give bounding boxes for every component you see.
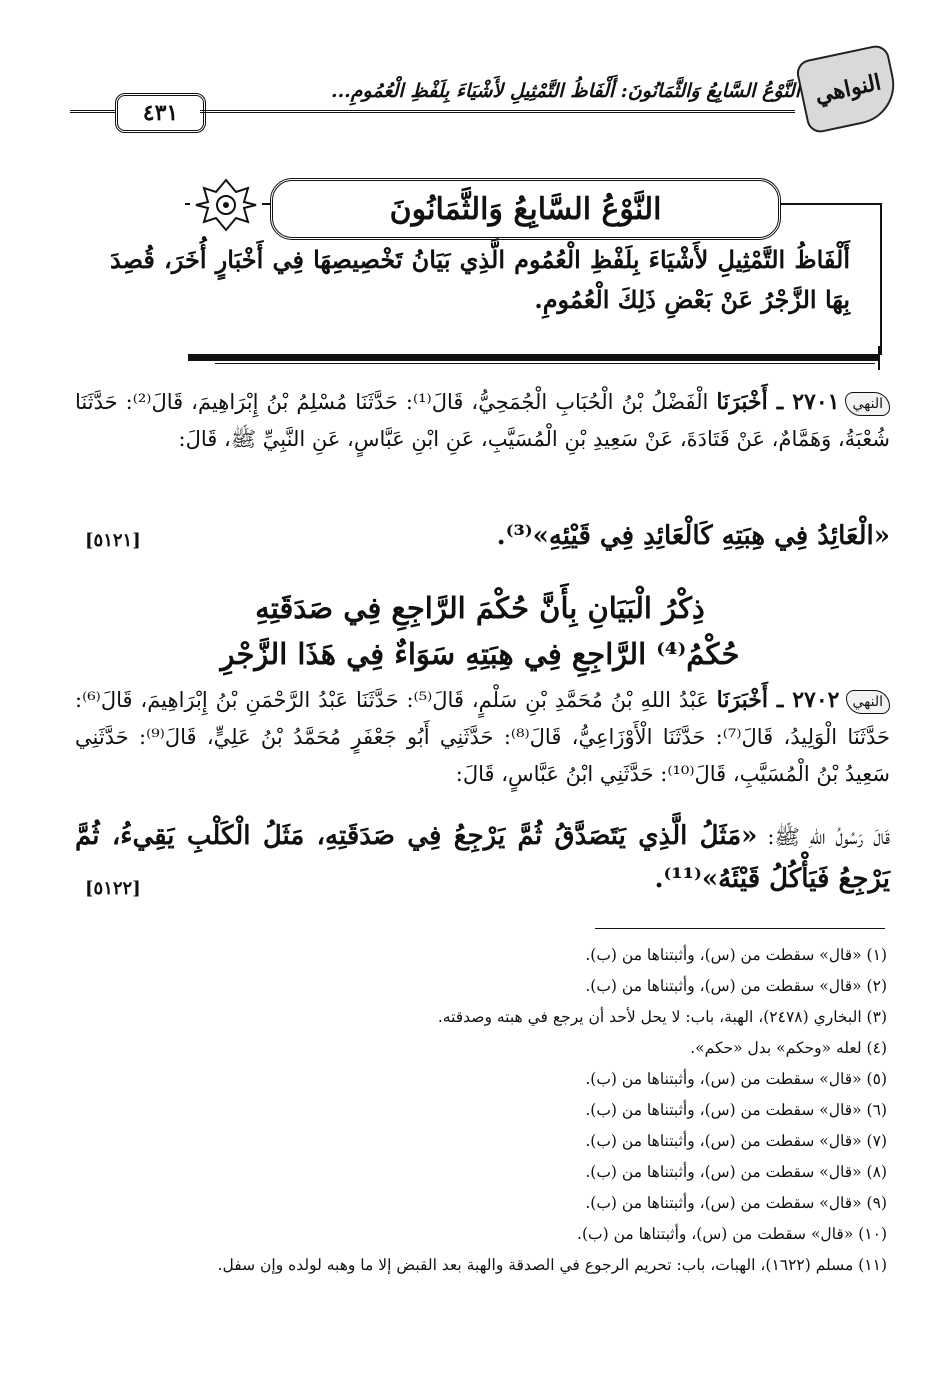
footnote: (١٠) «قال» سقطت من (س)، وأثبتناها من (ب). <box>577 1225 887 1243</box>
header-rule-left <box>70 110 115 113</box>
chapter-thick-rule <box>188 354 878 361</box>
hadith-2702: النهي٢٧٠٢ ـ أَخْبَرَنَا عَبْدُ اللهِ بْنُ مُحَمَّدِ بْنِ سَلْمٍ، قَالَ⁽⁵⁾: حَدَّثَنَا عَبْدُ الرَّحْمَنِ بْنُ إِبْرَاهِيمَ، قَالَ⁽⁶⁾: حَدَّثَنَا الْوَلِيدُ، قَالَ⁽⁷⁾: حَدَّثَنَا الْأَوْزَاعِيُّ، قَالَ⁽⁸⁾: حَدَّثَنِي أَبُو جَعْفَرٍ مُحَمَّدُ بْنُ عَلِيٍّ، قَالَ⁽⁹⁾: حَدَّثَنِي سَعِيدُ بْنُ الْمُسَيَّبِ، قَالَ⁽¹⁰⁾: حَدَّثَنِي ابْنُ عَبَّاسٍ، قَالَ: <box>75 687 891 786</box>
footnote-rule <box>595 928 885 929</box>
footnote: (٤) لعله «وحكم» بدل «حكم». <box>690 1039 887 1057</box>
logo-text: النواهي <box>812 69 884 109</box>
footnote: (١١) مسلم (١٦٢٢)، الهبات، باب: تحريم الرجوع في الصدقة والهبة بعد القبض إلا ما وهبه لولده وإن سفل. <box>217 1256 887 1274</box>
hadith-intro: قَالَ رَسُولُ اللهِ ﷺ: <box>767 825 890 849</box>
page-number: ٤٣١ <box>115 93 206 133</box>
footnote: (٦) «قال» سقطت من (س)، وأثبتناها من (ب). <box>585 1101 887 1119</box>
hadith-matn: «مَثَلُ الَّذِي يَتَصَدَّقُ ثُمَّ يَرْجِعُ فِي صَدَقَتِهِ، مَثَلُ الْكَلْبِ يَقِيءُ، ثُمَّ يَرْجِعُ فَيَأْكُلُ قَيْئَهُ»⁽¹¹⁾. <box>75 821 890 894</box>
footnote: (٣) البخاري (٢٤٧٨)، الهبة، باب: لا يحل لأحد أن يرجع في هبته وصدقته. <box>437 1008 887 1026</box>
hadith-badge: النهي <box>845 392 890 416</box>
footnote: (٨) «قال» سقطت من (س)، وأثبتناها من (ب). <box>585 1163 887 1181</box>
footnotes <box>70 940 887 1281</box>
chapter-description: أَلْفَاظُ التَّمْثِيلِ لأَشْيَاءَ بِلَفْظِ الْعُمُوم الَّذِي بَيَانُ تَخْصِيصِهَا فِي أَخْبَارٍ أُخَرَ، قُصِدَ بِهَا الزَّجْرُ عَنْ بَعْضِ ذَلِكَ الْعُمُومِ. <box>110 245 850 314</box>
hadith-reference: [٥١٢١] <box>85 530 141 551</box>
chapter-frame-tick <box>878 346 880 370</box>
hadith-2702-matn <box>75 815 890 901</box>
hadith-2701: النهي٢٧٠١ ـ أَخْبَرَنَا الْفَضْلُ بْنُ الْحُبَابِ الْجُمَحِيُّ، قَالَ⁽¹⁾: حَدَّثَنَا مُسْلِمُ بْنُ إِبْرَاهِيمَ، قَالَ⁽²⁾: حَدَّثَنَا شُعْبَةُ، وَهَمَّامٌ، عَنْ قَتَادَةَ، عَنْ سَعِيدِ بْنِ الْمُسَيَّبِ، عَنِ ابْنِ عَبَّاسٍ، عَنِ النَّبِيِّ ﷺ، قَالَ: <box>75 389 890 451</box>
footnote: (٢) «قال» سقطت من (س)، وأثبتناها من (ب). <box>585 977 887 995</box>
footnote: (٥) «قال» سقطت من (س)، وأثبتناها من (ب). <box>585 1070 887 1088</box>
section-heading <box>90 585 870 677</box>
chapter-title: النَّوْعُ السَّابِعُ وَالثَّمَانُونَ <box>270 178 781 240</box>
section-heading-line-2: حُكْمُ⁽⁴⁾ الرَّاجِعِ فِي هِبَتِهِ سَوَاءٌ فِي هَذَا الزَّجْرِ <box>220 637 740 671</box>
header-rule <box>200 110 795 113</box>
footnote: (٧) «قال» سقطت من (س)، وأثبتناها من (ب). <box>585 1132 887 1150</box>
hadith-number: ٢٧٠١ <box>792 389 840 415</box>
hadith-badge: النهي <box>846 690 891 714</box>
footnote: (٩) «قال» سقطت من (س)، وأثبتناها من (ب). <box>585 1194 887 1212</box>
footnote: (١) «قال» سقطت من (س)، وأثبتناها من (ب). <box>585 946 887 964</box>
section-logo <box>794 43 901 135</box>
akhbarana: أَخْبَرَنَا <box>716 687 768 713</box>
hadith-isnad: عَبْدُ اللهِ بْنُ مُحَمَّدِ بْنِ سَلْمٍ، قَالَ⁽⁵⁾: حَدَّثَنَا عَبْدُ الرَّحْمَنِ بْنُ إِبْرَاهِيمَ، قَالَ⁽⁶⁾: حَدَّثَنَا الْوَلِيدُ، قَالَ⁽⁷⁾: حَدَّثَنَا الْأَوْزَاعِيُّ، قَالَ⁽⁸⁾: حَدَّثَنِي أَبُو جَعْفَرٍ مُحَمَّدُ بْنُ عَلِيٍّ، قَالَ⁽⁹⁾: حَدَّثَنِي سَعِيدُ بْنُ الْمُسَيَّبِ، قَالَ⁽¹⁰⁾: حَدَّثَنِي ابْنُ عَبَّاسٍ، قَالَ: <box>75 688 891 786</box>
hadith-2701-matn-line <box>75 518 890 556</box>
akhbarana: أَخْبَرَنَا <box>716 389 768 415</box>
hadith-isnad: الْفَضْلُ بْنُ الْحُبَابِ الْجُمَحِيُّ، قَالَ⁽¹⁾: حَدَّثَنَا مُسْلِمُ بْنُ إِبْرَاهِيمَ، قَالَ⁽²⁾: حَدَّثَنَا شُعْبَةُ، وَهَمَّامٌ، عَنْ قَتَادَةَ، عَنْ سَعِيدِ بْنِ الْمُسَيَّبِ، عَنِ ابْنِ عَبَّاسٍ، عَنِ النَّبِيِّ ﷺ، قَالَ: <box>75 390 890 451</box>
hadith-number: ٢٧٠٢ <box>792 687 840 713</box>
section-heading-line-1: ذِكْرُ الْبَيَانِ بِأَنَّ حُكْمَ الرَّاجِعِ فِي صَدَقَتِهِ <box>255 591 705 625</box>
hadith-reference: [٥١٢٢] <box>85 878 141 899</box>
running-title: النَّوْعُ السَّابِعُ وَالثَّمَانُونَ: أَلْفَاظُ التَّمْثِيلِ لأَشْيَاءَ بِلَفْظِ الْعُمُومِ... <box>330 80 800 102</box>
chapter-thin-rule <box>215 363 875 364</box>
hadith-matn: «الْعَائِدُ فِي هِبَتِهِ كَالْعَائِدِ فِي قَيْئِهِ»⁽³⁾. <box>496 521 890 551</box>
ornament-icon <box>190 175 262 235</box>
